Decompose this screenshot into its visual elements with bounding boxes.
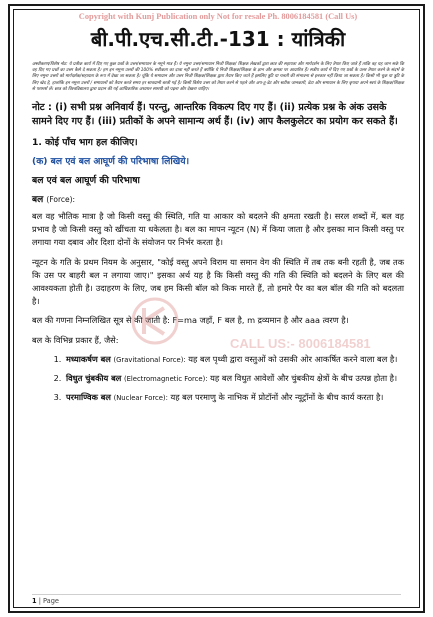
paragraph-newton-law: न्यूटन के गति के प्रथम नियम के अनुसार, "कोई वस्तु अपने विराम या समान वेग की स्थिति में तब तक बनी रहती है, जब तक कि उस पर बाहरी बल न लगाया जाए।" इसका अर्थ यह है कि किसी वस्तु की गति की स्थिति को बदलने के लिए बल की आवश्यकता होती है। उदाहरण के लिए, जब हम किसी बॉल को किक मारते हैं, तो हमारे पैर का बल बॉल की गति को बदलता है। [32, 256, 404, 307]
page-border [8, 4, 425, 613]
page-label: | Page [36, 597, 59, 605]
footer-divider [32, 594, 401, 595]
document-title: बी.पी.एच.सी.टी.-131 : यांत्रिकी [90, 27, 346, 51]
sub-question: (क) बल एवं बल आघूर्ण की परिभाषा लिखिये। [32, 156, 190, 168]
page-number: 1 [32, 597, 37, 605]
page-content [32, 12, 404, 410]
force-types-list [32, 353, 404, 406]
term-en: (Force): [46, 195, 76, 205]
paragraph-types-intro: बल के विभिन्न प्रकार हैं, जैसे: [32, 334, 119, 345]
paragraph-definition: बल वह भौतिक मात्रा है जो किसी वस्तु की स्थिति, गति या आकार को बदलने की क्षमता रखती है। सरल शब्दों में, बल वह प्रभाव है जो किसी वस्तु को खींचता या धकेलता है। बल का मापन न्यूटन (N) में किया जाता है और इसका मान किसी वस्तु पर लगाया गया दबाव और दिशा दोनों के संयोजन पर निर्भर करता है। [32, 211, 404, 248]
paragraph-formula: बल की गणना निम्नलिखित सूत्र से की जाती है: F=ma जहाँ, F बल है, m द्रव्यमान है और aaa त्वरण है। [32, 315, 349, 326]
copyright-banner: Copyright with Kunj Publication only Not for resale Ph. 8006184581 (Call Us) [78, 12, 358, 21]
instructions-note: नोट : (i) सभी प्रश्न अनिवार्य हैं। परन्तु, आन्तरिक विकल्प दिए गए हैं। (ii) प्रत्येक प्रश्न के अंक उसके सामने दिए गए हैं। (iii) प्रतीकों के अपने सामान्य अर्थ हैं। (iv) आप कैलकुलेटर का प्रयोग कर सकते हैं। [32, 102, 398, 128]
term-hi: बल [32, 195, 44, 206]
term-heading [32, 192, 404, 205]
disclaimer-text: अस्वीकरण/विशेष नोट: ये प्रतीक कार्य में दिए गए कुछ प्रश्नों के उत्तर/समाधान के नमूने मात्र हैं। ये नमूना उत्तर/समाधान निजी शिक्षक/ शिक्षक लेखकों द्वारा छात्र की सहायता और मार्गदर्शन के लिए तैयार किए जाते हैं ताकि वह यह जान सके कि वह दिए गए प्रश्नों का उत्तर कैसे दे सकता है। हम इन नमूना उत्तरों की 100% सटीकता का दावा नहीं करते हैं क्योंकि ये निजी शिक्षक/शिक्षक के ज्ञान और क्षमता पर आधारित हैं। सत्रीय कार्य में दिए गए प्रश्नों के उत्तर तैयार करने के संदर्भ के लिए नमूना उत्तरों को मार्गदर्शक/सहायता के रूप में देखा जा सकता है। चूंकि ये समाधान और उत्तर निजी शिक्षक/शिक्षक द्वारा तैयार किए जाते हैं इसलिए त्रुटि या गलती की संभावना से इनकार नहीं किया जा सकता है। किसी भी चूक या त्रुटि के लिए खेद है, हालांकि इन नमूना उत्तरों / समाधानों को तैयार करते समय हर सावधानी बरती गई है। किसी विशेष उत्तर को तैयार करने से पहले और अप-टू-डेट और सटीक जानकारी, डेटा और समाधान के लिए कृपया अपने स्वयं के शिक्षक/शिक्षक से परामर्श लें। छात्र को विश्वविद्यालय द्वारा प्रदान की गई आधिकारिक अध्ययन सामग्री को पढ़ना और देखना चाहिए। [32, 62, 404, 92]
watermark-call-text: CALL US:- 8006184581 [230, 336, 371, 351]
page-footer [32, 597, 59, 605]
list-item: 3. परमाण्विक बल (Nuclear Force): यह बल परमाणु के नाभिक में प्रोटॉनों और न्यूट्रॉनों के बीच कार्य करता है। [64, 391, 404, 405]
list-item: 2. विधुत चुंबकीय बल (Electromagnetic Force): यह बल विधुत आवेशों और चुंबकीय क्षेत्रों के बीच उत्पन्न होता है। [64, 372, 404, 386]
question-heading: 1. कोई पाँच भाग हल कीजिए। [32, 137, 138, 149]
answer-section-title: बल एवं बल आघूर्ण की परिभाषा [32, 175, 140, 187]
list-item: 1. मध्याकर्षण बल (Gravitational Force): यह बल पृथ्वी द्वारा वस्तुओं को उसकी ओर आकर्षित करने वाला बल है। [64, 353, 404, 367]
